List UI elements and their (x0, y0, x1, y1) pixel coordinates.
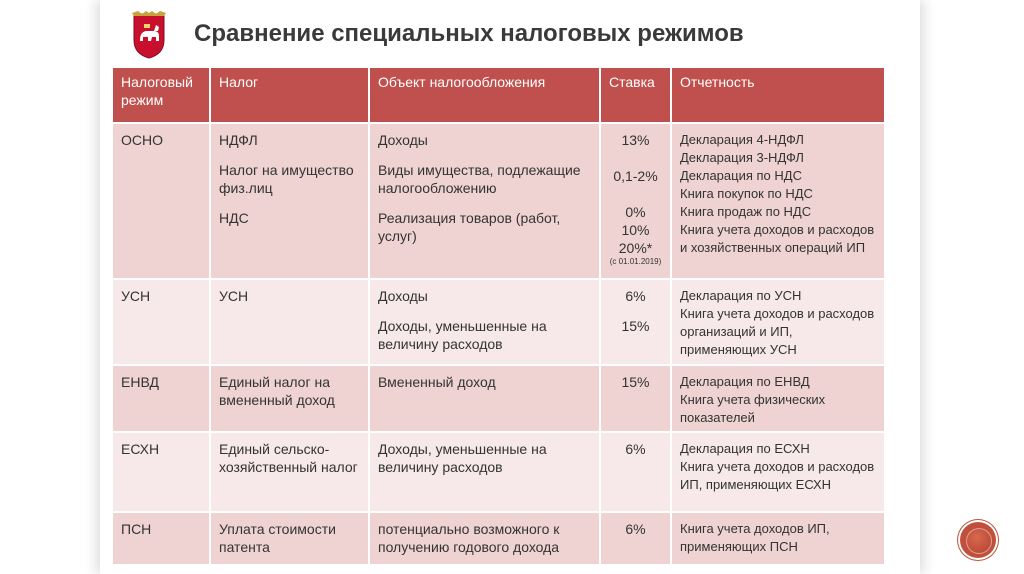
table-row (113, 123, 885, 279)
regime-cell: ЕСХН (113, 432, 210, 512)
object-item: потенциально возможного к получению годового дохода (378, 521, 560, 555)
object-item: Реализация товаров (работ, услуг) (378, 210, 561, 244)
object-item: Виды имущества, подлежащие налогообложению (378, 162, 581, 196)
rate-cell (600, 432, 671, 512)
header-rate: Ставка (600, 68, 671, 123)
object-cell (369, 365, 600, 432)
reporting-cell (671, 432, 885, 512)
regime-cell: ЕНВД (113, 365, 210, 432)
rate-value: 10% (621, 222, 650, 238)
tax-cell (210, 432, 369, 512)
table-header-row (113, 68, 885, 123)
tax-item: НДС (219, 210, 249, 226)
tax-item: Единый налог на вмененный доход (219, 374, 335, 408)
reporting-cell (671, 123, 885, 279)
object-item: Доходы (378, 132, 428, 148)
object-item: Вмененный доход (378, 374, 496, 390)
rate-value: 15% (621, 318, 650, 334)
rate-cell (600, 512, 671, 564)
next-slide-button[interactable] (960, 522, 996, 558)
rate-note: (с 01.01.2019) (609, 257, 662, 266)
report-item: Декларация по НДС (680, 168, 802, 183)
object-cell (369, 123, 600, 279)
header-object: Объект налогообложения (369, 68, 600, 123)
report-item: Книга учета доходов и расходов ИП, применяющих ЕСХН (680, 459, 875, 492)
report-item: Декларация по ЕНВД (680, 374, 810, 389)
rate-value: 15% (621, 374, 650, 390)
rate-value: 13% (621, 132, 650, 148)
object-cell (369, 279, 600, 365)
report-item: Книга учета доходов ИП, применяющих ПСН (680, 521, 830, 554)
tax-item: НДФЛ (219, 132, 258, 148)
rate-value: 20%* (618, 240, 653, 256)
tax-cell (210, 365, 369, 432)
tax-cell (210, 123, 369, 279)
report-item: Декларация по ЕСХН (680, 441, 810, 456)
report-item: Книга учета доходов и расходов организаций и ИП, применяющих УСН (680, 306, 875, 357)
rate-value: 6% (625, 521, 646, 537)
report-item: Декларация 4-НДФЛ (680, 132, 804, 147)
object-cell (369, 512, 600, 564)
rate-cell (600, 365, 671, 432)
rate-cell (600, 279, 671, 365)
header-regime: Налоговый режим (113, 68, 210, 123)
header-reporting: Отчетность (671, 68, 885, 123)
table-row (113, 512, 885, 564)
rate-value: 6% (625, 288, 646, 304)
circle-icon (966, 528, 992, 554)
report-item: Книга учета доходов и расходов и хозяйственных операций ИП (680, 222, 875, 255)
report-item: Декларация по УСН (680, 288, 802, 303)
reporting-cell (671, 512, 885, 564)
table-row (113, 432, 885, 512)
regime-cell: УСН (113, 279, 210, 365)
slide-title: Сравнение специальных налоговых режимов (194, 20, 744, 47)
report-item: Книга продаж по НДС (680, 204, 812, 219)
rate-cell (600, 123, 671, 279)
tax-item: Налог на имущество физ.лиц (219, 162, 354, 196)
object-cell (369, 432, 600, 512)
reporting-cell (671, 365, 885, 432)
tax-item: УСН (219, 288, 249, 304)
report-item: Книга покупок по НДС (680, 186, 813, 201)
perm-coat-of-arms-icon (130, 10, 168, 60)
object-item: Доходы, уменьшенные на величину расходов (378, 318, 547, 352)
table-row (113, 279, 885, 365)
tax-item: Уплата стоимости патента (219, 521, 336, 555)
report-item: Книга учета физических показателей (680, 392, 826, 425)
regime-cell: ОСНО (113, 123, 210, 279)
tax-item: Единый сельско-хозяйственный налог (219, 441, 358, 475)
tax-cell (210, 279, 369, 365)
rate-value: 0% (625, 204, 646, 220)
object-item: Доходы (378, 288, 428, 304)
rate-value: 6% (625, 441, 646, 457)
rate-value: 0,1-2% (613, 168, 658, 184)
table-row (113, 365, 885, 432)
report-item: Декларация 3-НДФЛ (680, 150, 804, 165)
reporting-cell (671, 279, 885, 365)
regime-cell: ПСН (113, 512, 210, 564)
header-tax: Налог (210, 68, 369, 123)
tax-regimes-table (113, 68, 886, 564)
tax-cell (210, 512, 369, 564)
object-item: Доходы, уменьшенные на величину расходов (378, 441, 547, 475)
